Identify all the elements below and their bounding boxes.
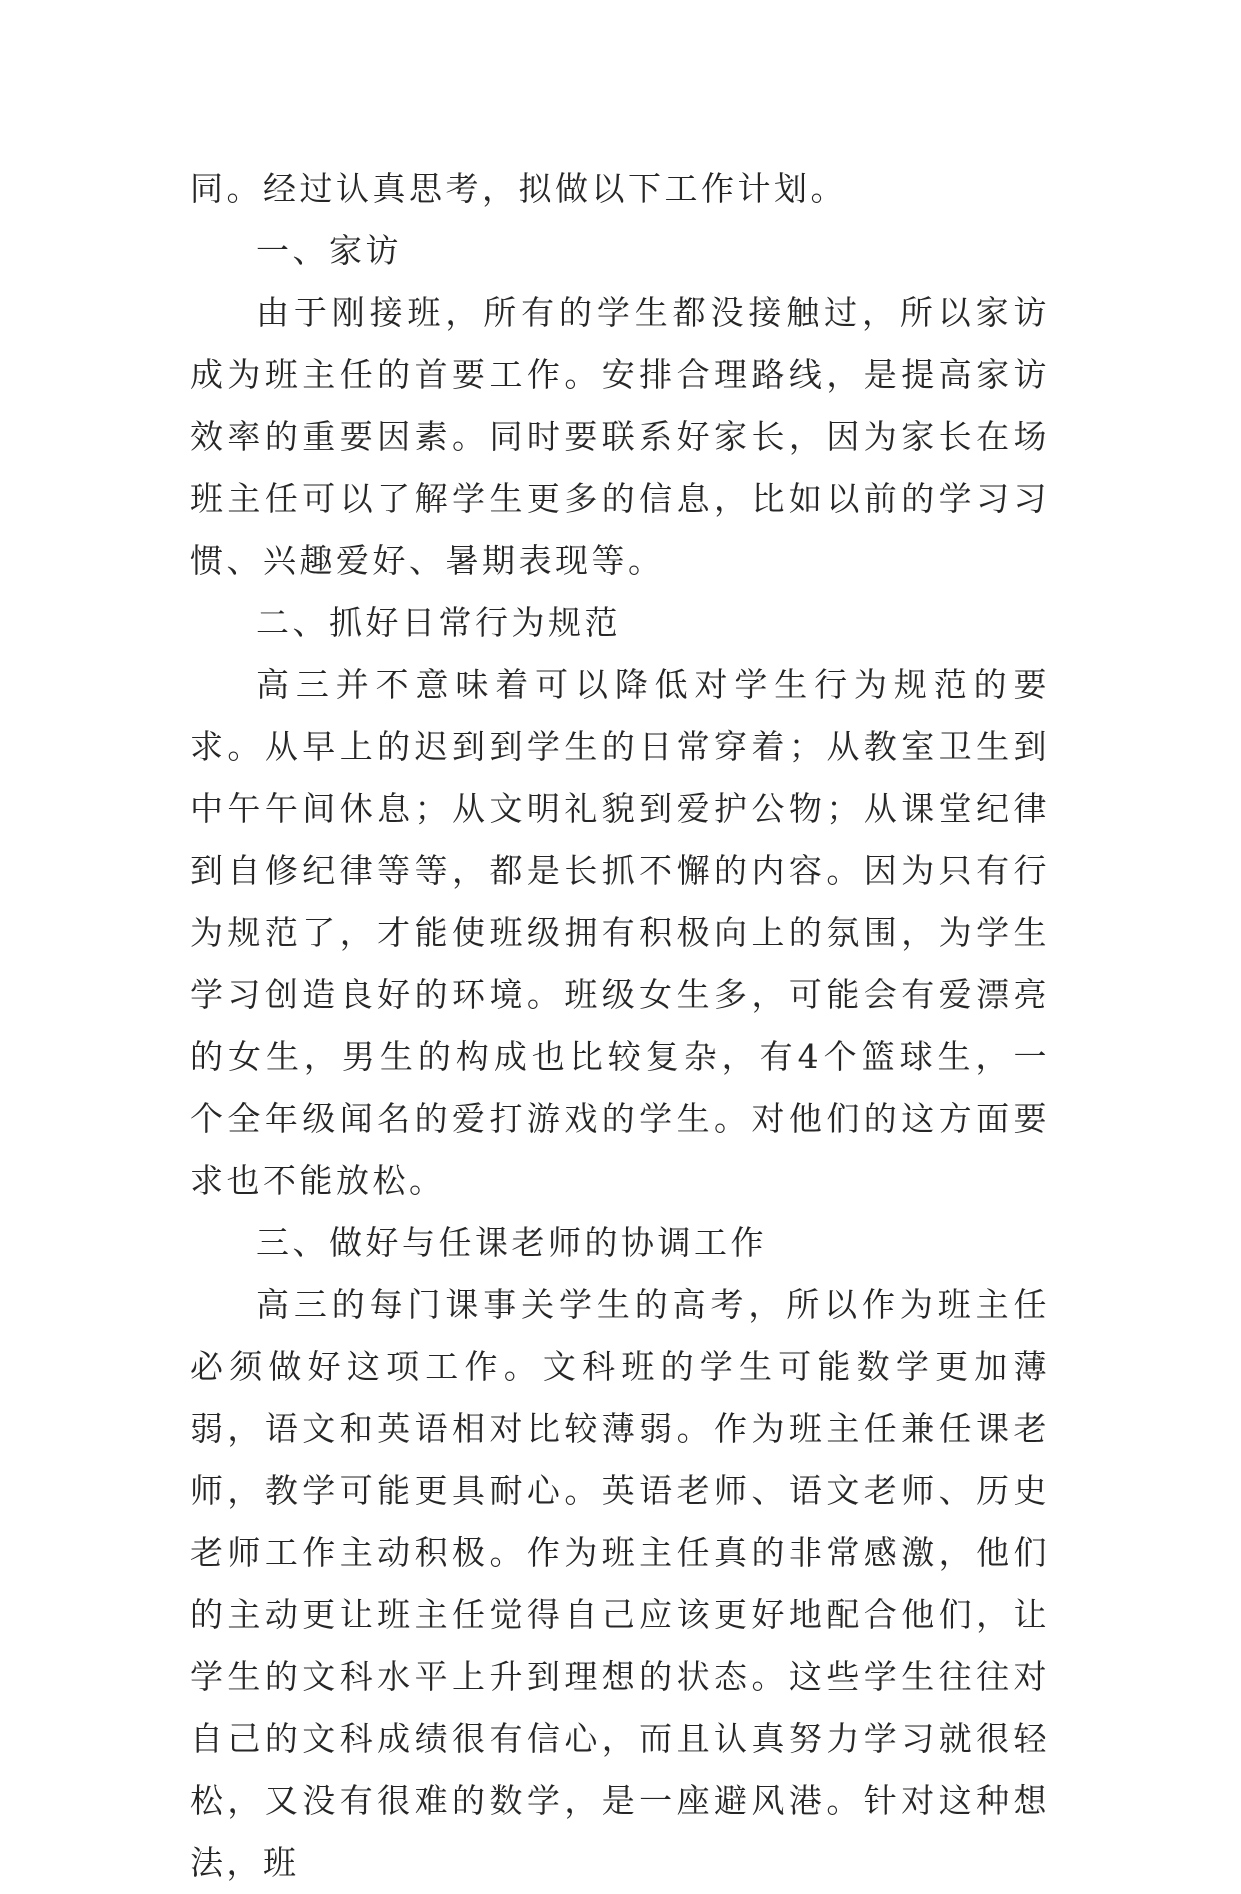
- section-heading-daily-behavior: 二、抓好日常行为规范: [256, 603, 621, 642]
- section-heading-home-visit: 一、家访: [256, 231, 402, 270]
- paragraph-home-visit: 由于刚接班，所有的学生都没接触过，所以家访成为班主任的首要工作。安排合理路线，是提高家访效率的重要因素。同时要联系好家长，因为家长在场班主任可以了解学生更多的信息，比如以前的学习习惯、兴趣爱好、暑期表现等。: [190, 293, 1050, 580]
- paragraph-teacher-coordination: 高三的每门课事关学生的高考，所以作为班主任必须做好这项工作。文科班的学生可能数学更加薄弱，语文和英语相对比较薄弱。作为班主任兼任课老师，教学可能更具耐心。英语老师、语文老师、历史老师工作主动积极。作为班主任真的非常感激，他们的主动更让班主任觉得自己应该更好地配合他们，让学生的文科水平上升到理想的状态。这些学生往往对自己的文科成绩很有信心，而且认真努力学习就很轻松，又没有很难的数学，是一座避风港。针对这种想法，班: [190, 1285, 1050, 1882]
- document-body: [190, 158, 1050, 1894]
- paragraph-daily-behavior: 高三并不意味着可以降低对学生行为规范的要求。从早上的迟到到学生的日常穿着；从教室卫生到中午午间休息；从文明礼貌到爱护公物；从课堂纪律到自修纪律等等，都是长抓不懈的内容。因为只有行为规范了，才能使班级拥有积极向上的氛围，为学生学习创造良好的环境。班级女生多，可能会有爱漂亮的女生，男生的构成也比较复杂，有4个篮球生，一个全年级闻名的爱打游戏的学生。对他们的这方面要求也不能放松。: [190, 665, 1050, 1200]
- paragraph-continuation: 同。经过认真思考，拟做以下工作计划。: [190, 169, 847, 208]
- section-heading-teacher-coordination: 三、做好与任课老师的协调工作: [256, 1223, 767, 1262]
